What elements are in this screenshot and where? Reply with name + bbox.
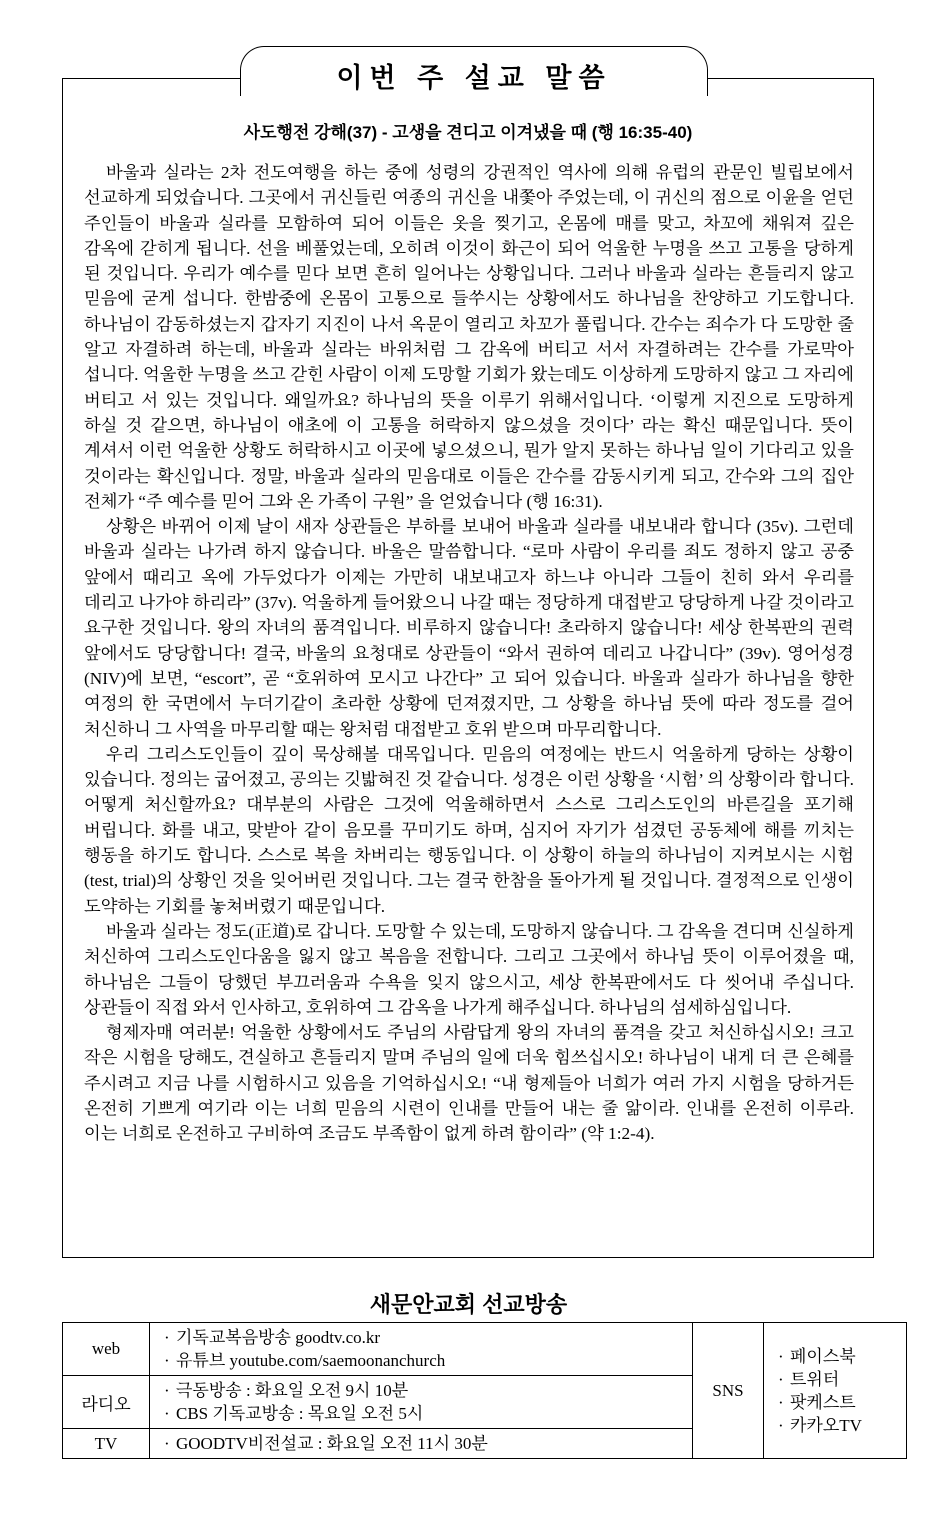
sermon-paragraph: 형제자매 여러분! 억울한 상황에서도 주님의 사람답게 왕의 자녀의 품격을 갖고 처신하십시오! 크고 작은 시험을 당해도, 견실하고 흔들리지 말며 주님의 일에 더욱 힘쓰십시오! 하나님이 내게 더 큰 은혜를 주시려고 지금 나를 시험하시고 있음을 기억하십시오! “내 형제들아 너희가 여러 가지 시험을 당하거든 온전히 기쁘게 여기라 이는 너희 믿음의 시련이 인내를 만들어 내는 줄 앎이라. 인내를 온전히 이루라. 이는 너희로 온전하고 구비하여 조금도 부족함이 없게 하려 함이라” (약 1:2-4). (84, 1023, 854, 1144)
sermon-paragraph: 상황은 바뀌어 이제 날이 새자 상관들은 부하를 보내어 바울과 실라를 내보내라 합니다 (35v). 그런데 바울과 실라는 나가려 하지 않습니다. 바울은 말씀합니다. “로마 사람이 우리를 죄도 정하지 않고 공중 앞에서 때리고 옥에 가두었다가 이제는 가만히 내보내고자 하느냐 아니라 그들이 친히 와서 우리를 데리고 나가야 하리라” (37v). 억울하게 들어왔으니 나갈 때는 정당하게 대접받고 당당하게 나갈 것이라고 요구한 것입니다. 왕의 자녀의 품격입니다. 비루하지 않습니다! 초라하지 않습니다! 세상 한복판의 권력 앞에서도 당당합니다! 결국, 바울의 요청대로 상관들이 “와서 권하여 데리고 나갑니다” (39v). 영어성경(NIV)에 보면, “escort”, 곧 “호위하여 모시고 나간다” 고 되어 있습니다. 바울과 실라가 하나님을 향한 여정의 한 국면에서 누더기같이 초라한 상황에 던져졌지만, 그 상황을 하나님 뜻에 따라 정도를 걸어 처신하니 그 사역을 마무리할 때는 왕처럼 대접받고 호위 받으며 마무리합니다. (84, 517, 854, 739)
list-item (164, 1326, 692, 1349)
list-item-text: 카카오TV (790, 1415, 862, 1435)
list-item-text: 극동방송 : 화요일 오전 9시 10분 (176, 1381, 409, 1400)
bullet-icon: · (778, 1346, 784, 1366)
broadcast-table (62, 1322, 907, 1459)
list-item (164, 1432, 692, 1455)
broadcast-title: 새문안교회 선교방송 (369, 1292, 568, 1317)
list-item (778, 1391, 906, 1414)
bullet-icon: · (164, 1328, 170, 1347)
sermon-paragraph: 바울과 실라는 2차 전도여행을 하는 중에 성령의 강권적인 역사에 의해 유럽의 관문인 빌립보에서 선교하게 되었습니다. 그곳에서 귀신들린 여종의 귀신을 내쫓아 주었는데, 이 귀신의 점으로 이윤을 얻던 주인들이 바울과 실라를 모함하여 되어 이들은 옷을 찢기고, 온몸에 매를 맞고, 차꼬에 채워져 깊은 감옥에 갇히게 됩니다. 선을 베풀었는데, 오히려 이것이 화근이 되어 억울한 누명을 쓰고 고통을 당하게 된 것입니다. 우리가 예수를 믿다 보면 흔히 일어나는 상황입니다. 그러나 바울과 실라는 흔들리지 않고 믿음에 굳게 섭니다. 한밤중에 온몸이 고통으로 들쑤시는 상황에서도 하나님을 찬양하고 기도합니다. 하나님이 감동하셨는지 갑자기 지진이 나서 옥문이 열리고 차꼬가 풀립니다. 간수는 죄수가 다 도망한 줄 알고 자결하려 하는데, 바울과 실라는 바위처럼 그 감옥에 버티고 서서 자결하려는 간수를 가로막아 섭니다. 억울한 누명을 쓰고 갇힌 사람이 이제 도망할 기회가 왔는데도 이상하게 도망하지 않고 그 자리에 버티고 서 있는 것입니다. 왜일까요? 하나님의 뜻을 이루기 위해서입니다. ‘이렇게 지진으로 도망하게 하실 것 같으면, 하나님이 애초에 이 고통을 허락하지 않으셨을 것이다’ 라는 확신 때문입니다. 뜻이 계셔서 이런 억울한 상황도 허락하시고 이곳에 넣으셨으니, 뭔가 알지 못하는 하나님 일이 기다리고 있을 것이라는 확신입니다. 정말, 바울과 실라의 믿음대로 이들은 간수를 감동시키게 되고, 간수와 그의 집안 전체가 “주 예수를 믿어 그와 온 가족이 구원” 을 얻었습니다 (행 16:31). (84, 163, 854, 511)
sermon-body (84, 160, 854, 1147)
sermon-paragraph: 바울과 실라는 정도(正道)로 갑니다. 도망할 수 있는데, 도망하지 않습니다. 그 감옥을 견디며 신실하게 처신하여 그리스도인다움을 잃지 않고 복음을 전합니다. 그리고 그곳에서 하나님 뜻이 이루어졌을 때, 하나님은 그들이 당했던 부끄러움과 수욕을 잊지 않으시고, 세상 한복판에서도 다 씻어내 주십니다. 상관들이 직접 와서 인사하고, 호위하여 그 감옥을 나가게 해주십니다. 하나님의 섬세하심입니다. (84, 921, 854, 1017)
table-row (63, 1323, 907, 1376)
channel-items-web (150, 1323, 693, 1376)
list-item-text: 팟케스트 (790, 1392, 856, 1412)
page-title: 이번 주 설교 말씀 (336, 63, 612, 93)
list-item-text: 트위터 (790, 1369, 840, 1389)
bullet-icon: · (164, 1381, 170, 1400)
channel-label-tv: TV (63, 1429, 150, 1459)
list-item (164, 1349, 692, 1372)
sns-items (764, 1323, 907, 1459)
list-item-text: GOODTV비전설교 : 화요일 오전 11시 30분 (176, 1434, 488, 1453)
list-item-text: 기독교복음방송 goodtv.co.kr (176, 1328, 381, 1347)
list-item (164, 1379, 692, 1402)
list-item-text: 페이스북 (790, 1346, 856, 1366)
channel-items-radio (150, 1376, 693, 1429)
channel-items-tv (150, 1429, 693, 1459)
sermon-subtitle: 사도행전 강해(37) - 고생을 견디고 이겨냈을 때 (행 16:35-40) (243, 123, 693, 142)
channel-label-radio: 라디오 (63, 1376, 150, 1429)
sns-label: SNS (693, 1323, 764, 1459)
list-item (778, 1414, 906, 1437)
channel-label-web: web (63, 1323, 150, 1376)
bullet-icon: · (778, 1392, 784, 1412)
bullet-icon: · (778, 1415, 784, 1435)
bullet-icon: · (778, 1369, 784, 1389)
sermon-paragraph: 우리 그리스도인들이 깊이 묵상해볼 대목입니다. 믿음의 여정에는 반드시 억울하게 당하는 상황이 있습니다. 정의는 굽어졌고, 공의는 깃밟혀진 것 같습니다. 성경은 이런 상황을 ‘시험’ 의 상황이라 합니다. 어떻게 처신할까요? 대부분의 사람은 그것에 억울해하면서 스스로 그리스도인의 바른길을 포기해 버립니다. 화를 내고, 맞받아 같이 음모를 꾸미기도 하며, 심지어 자기가 섬겼던 공동체에 해를 끼치는 행동을 하기도 합니다. 스스로 복을 차버리는 행동입니다. 이 상황이 하늘의 하나님이 지켜보시는 시험(test, trial)의 상황인 것을 잊어버린 것입니다. 그는 결국 한참을 돌아가게 될 것입니다. 결정적으로 인생이 도약하는 기회를 놓쳐버렸기 때문입니다. (84, 744, 854, 916)
list-item (164, 1402, 692, 1425)
list-item-text: 유튜브 youtube.com/saemoonanchurch (176, 1351, 446, 1370)
list-item (778, 1345, 906, 1368)
bullet-icon: · (164, 1434, 170, 1453)
bullet-icon: · (164, 1351, 170, 1370)
list-item (778, 1368, 906, 1391)
bullet-icon: · (164, 1404, 170, 1423)
list-item-text: CBS 기독교방송 : 목요일 오전 5시 (176, 1404, 424, 1423)
